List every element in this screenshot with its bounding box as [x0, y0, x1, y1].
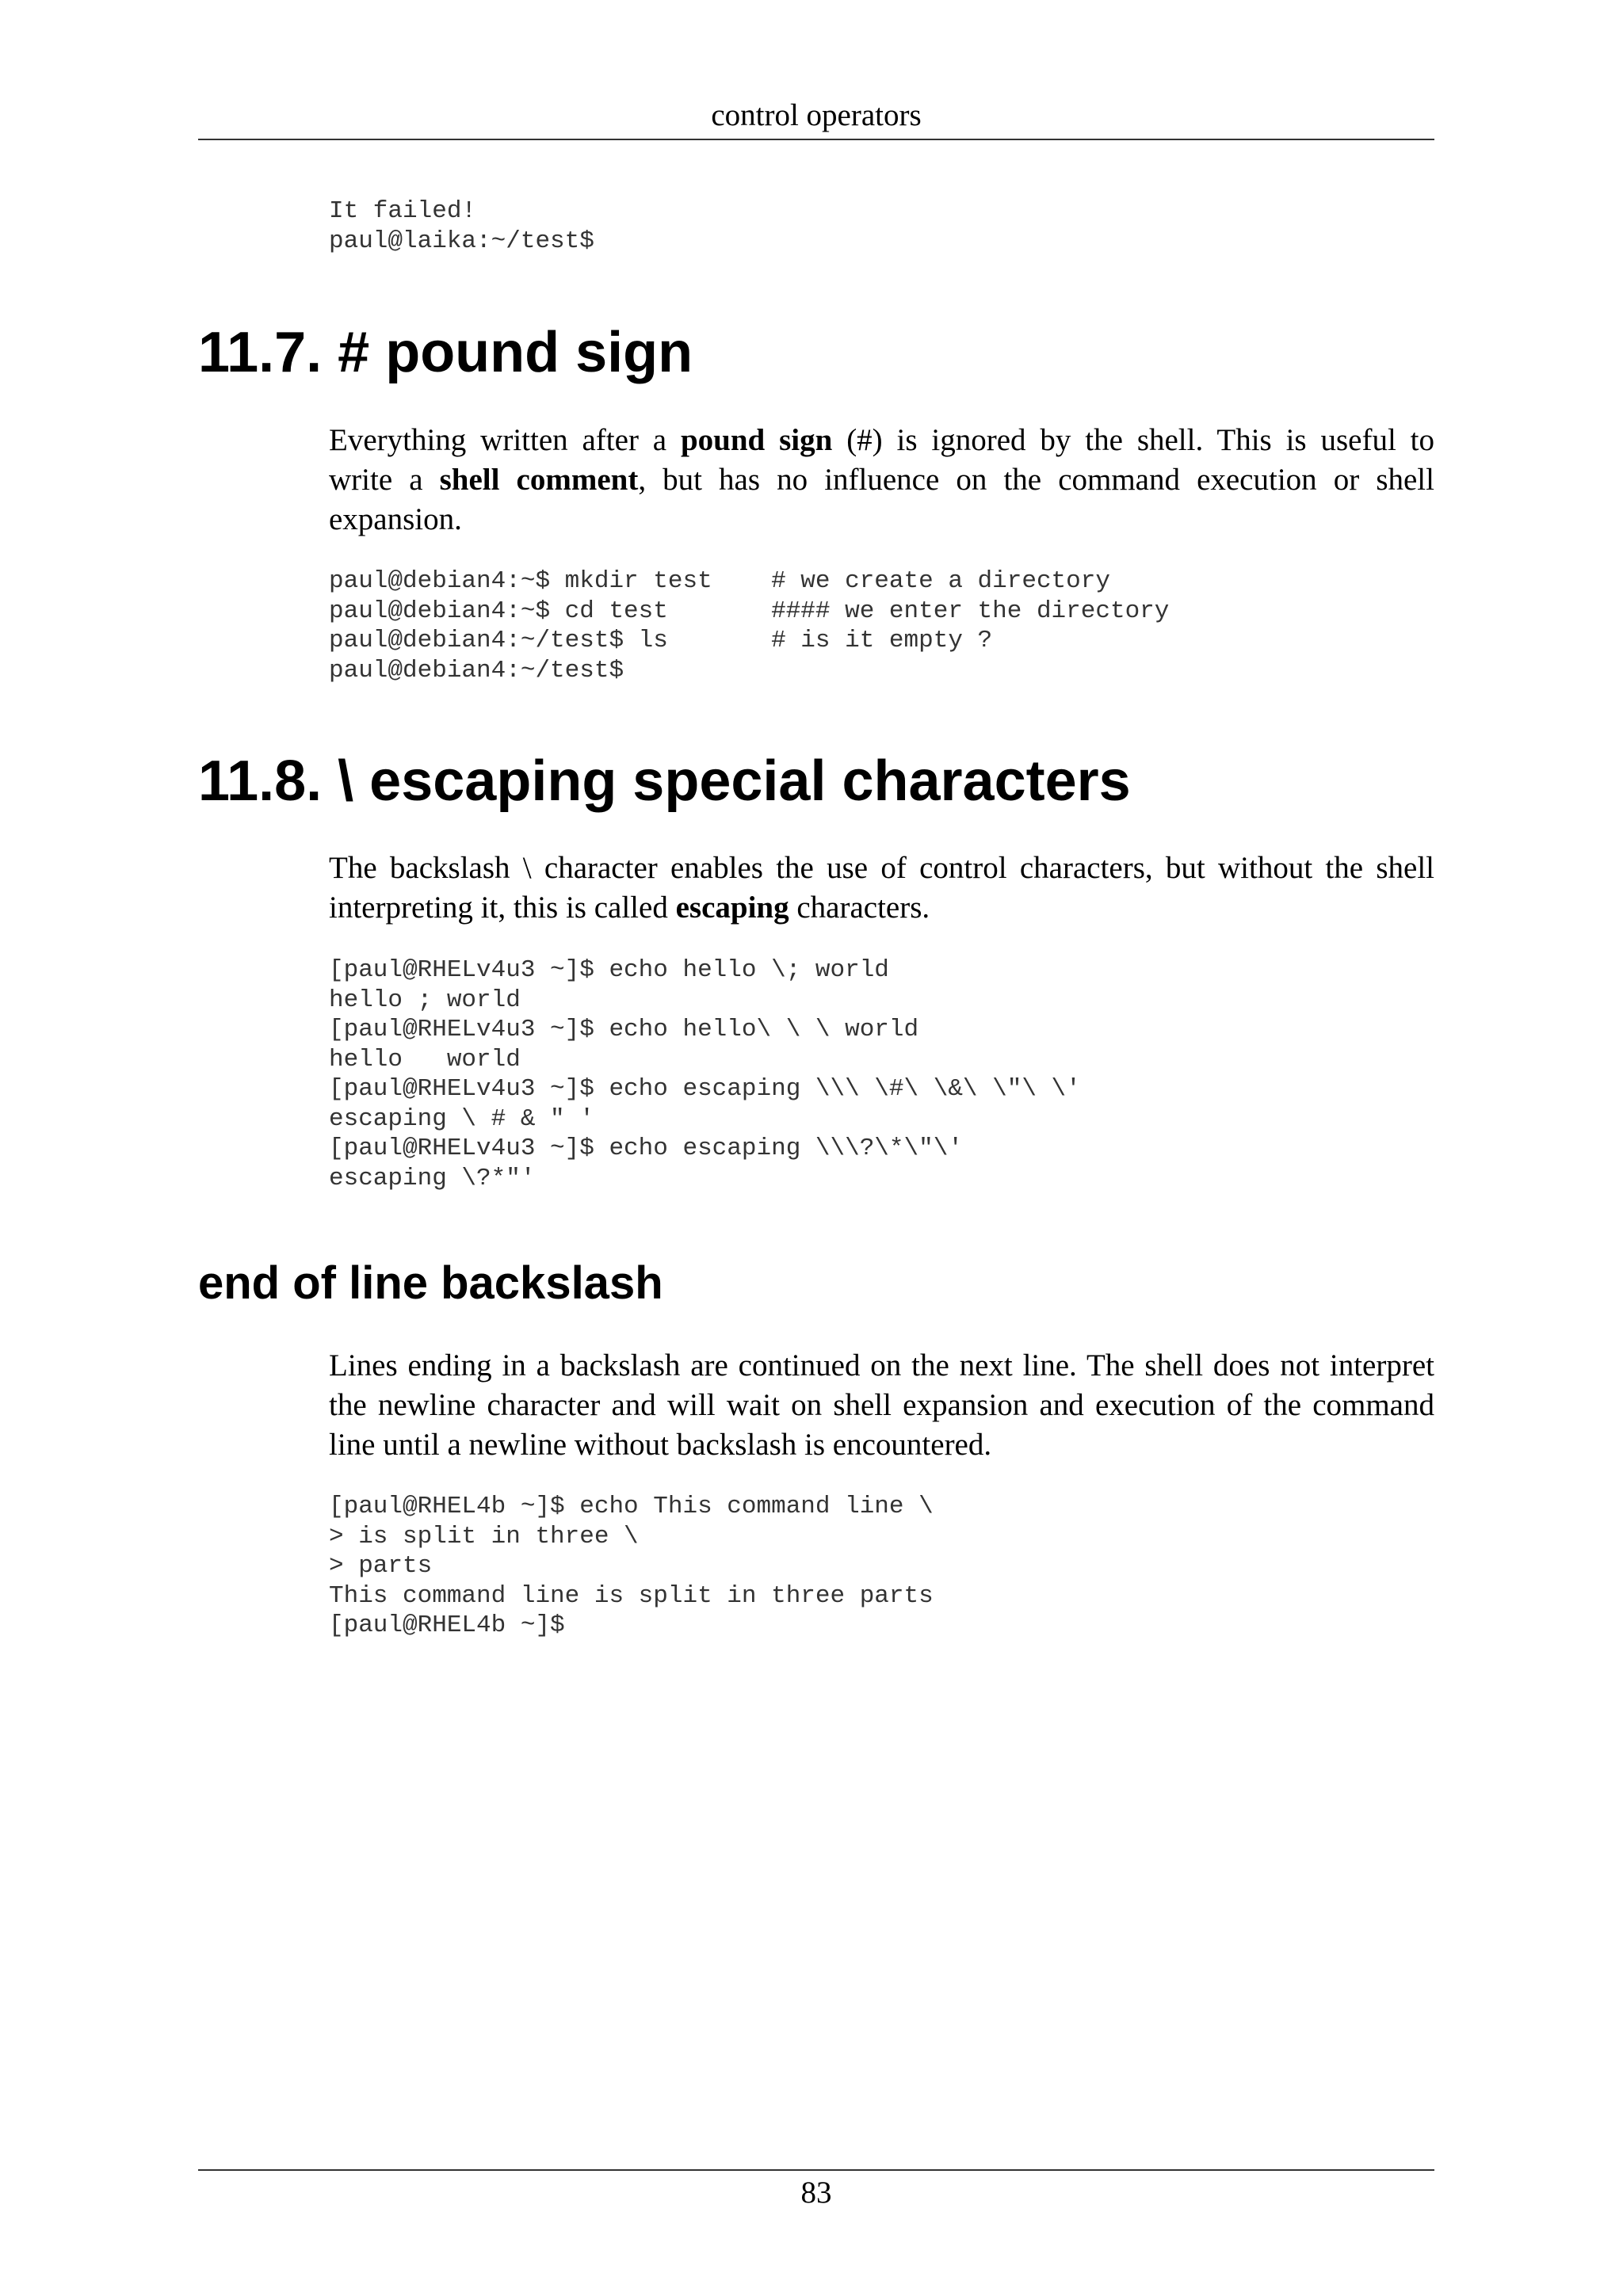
sub-heading-end-of-line-backslash: end of line backslash [198, 1257, 663, 1309]
text-span: write a [329, 463, 440, 497]
code-line: paul@debian4:~$ cd test #### we enter the directory [329, 597, 1170, 625]
page-number: 83 [800, 2176, 832, 2210]
code-line: [paul@RHELv4u3 ~]$ echo hello\ \ \ world [329, 1016, 919, 1043]
code-block-pound-sign [329, 566, 1169, 685]
code-line: hello world [329, 1045, 521, 1074]
code-line: paul@debian4:~/test$ ls # is it empty ? [329, 627, 993, 654]
para-line [329, 460, 1434, 500]
code-line: [paul@RHELv4u3 ~]$ echo escaping \\\?\*\"\' [329, 1135, 963, 1162]
code-line: [paul@RHEL4b ~]$ echo This command line \ [329, 1493, 934, 1520]
code-line: [paul@RHEL4b ~]$ [329, 1611, 565, 1639]
code-block-end-of-line [329, 1492, 934, 1641]
code-line: [paul@RHELv4u3 ~]$ echo escaping \\\ \#\ \&\ \"\ \' [329, 1075, 1081, 1103]
code-line: escaping \?*"' [329, 1164, 536, 1192]
code-line: paul@laika:~/test$ [329, 227, 594, 255]
code-line: hello ; world [329, 986, 521, 1014]
code-line: This command line is split in three parts [329, 1581, 934, 1610]
code-line: paul@debian4:~/test$ [329, 656, 624, 685]
code-line: paul@debian4:~$ mkdir test # we create a directory [329, 567, 1110, 595]
para-line: the newline character and will wait on shell expansion and execution of the command [329, 1388, 1434, 1422]
text-span: , but has no influence on the command execution or shell [638, 463, 1434, 497]
text-span: characters. [789, 891, 930, 925]
section-heading-pound-sign: 11.7. # pound sign [198, 321, 693, 384]
para-line: The backslash \ character enables the use of control characters, but without the shell [329, 851, 1434, 885]
para-line [329, 421, 1434, 460]
code-line: [paul@RHELv4u3 ~]$ echo hello \; world [329, 956, 889, 984]
text-span: (#) is ignored by the shell. This is useful to [832, 423, 1434, 457]
running-header: control operators [711, 98, 922, 132]
paragraph-end-of-line [329, 1346, 1434, 1465]
code-line: escaping \ # & " ' [329, 1104, 594, 1133]
paragraph-escaping [329, 849, 1434, 928]
section-heading-escaping: 11.8. \ escaping special characters [198, 749, 1131, 813]
bold-term-pound-sign: pound sign [680, 423, 833, 457]
text-span: interpreting it, this is called [329, 891, 676, 925]
bold-term-escaping: escaping [675, 891, 789, 925]
bold-term-shell-comment: shell comment [439, 463, 639, 497]
code-line: > parts [329, 1552, 433, 1580]
text-span: Everything written after a [329, 423, 681, 457]
code-block-failed [329, 196, 594, 256]
para-line [329, 888, 1434, 928]
header-rule [198, 139, 1434, 140]
code-line: It failed! [329, 197, 477, 225]
para-line: expansion. [329, 502, 462, 536]
code-block-escaping [329, 955, 1081, 1193]
code-line: > is split in three \ [329, 1522, 639, 1550]
para-line: line until a newline without backslash is encountered. [329, 1428, 992, 1462]
para-line: Lines ending in a backslash are continued on the next line. The shell does not interpret [329, 1348, 1434, 1383]
paragraph-pound-sign [329, 421, 1434, 540]
